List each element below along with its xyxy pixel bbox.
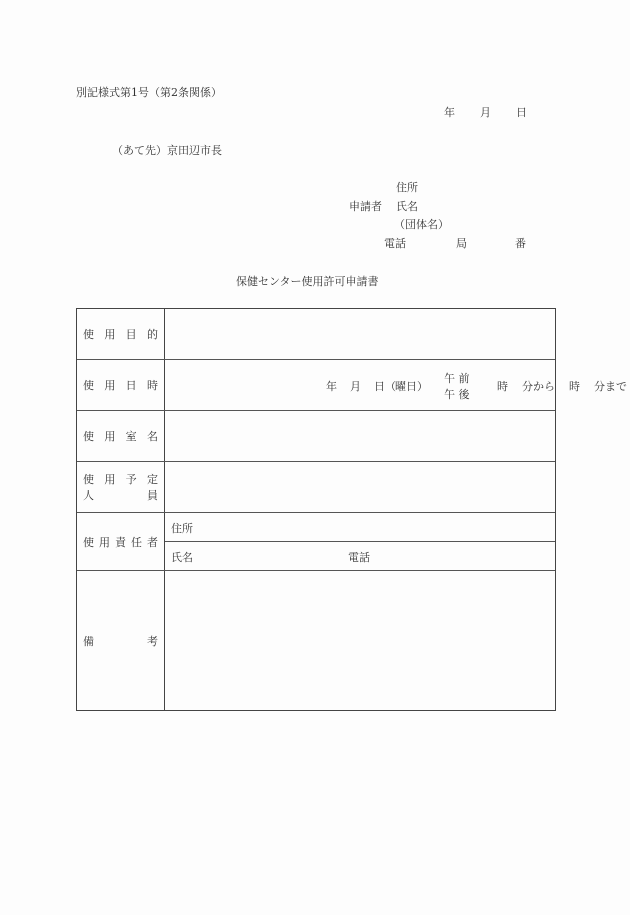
responsible-fields [165,513,555,570]
label-char: 用 [104,379,116,392]
label-char: 用 [104,430,116,443]
applicant-address-label: 住所 [396,181,418,194]
datetime-month: 月 [350,380,361,393]
label-char: 用 [104,473,116,486]
label-char: 備 [83,634,94,648]
label-char: 使 [83,473,94,486]
label-char: 使 [83,379,94,392]
datetime-weekday: 曜日） [395,380,428,393]
label-char: 使 [83,430,94,443]
label-char: 使 [83,328,94,341]
datetime-am[interactable]: 午 前 [444,372,470,385]
addressee: （あて先）京田辺市長 [112,144,222,157]
responsible-address-label: 住所 [171,522,193,535]
label-char: 責 [115,535,126,549]
datetime-label [77,360,165,410]
application-form-table [76,308,627,711]
label-char: 的 [146,328,158,341]
responsible-name-label: 氏名 [171,551,193,564]
row-responsible [77,513,555,571]
attendees-field[interactable] [165,462,555,512]
date-month: 月 [480,106,491,119]
label-char: 時 [146,379,158,392]
label-char: 用 [104,328,116,341]
label-char: 人 [83,489,94,502]
datetime-year: 年 [326,380,337,393]
date-year: 年 [444,106,455,119]
datetime-day: 日（ [374,380,396,393]
row-attendees [77,462,555,513]
row-datetime [77,360,627,411]
applicant-group-label: （団体名） [394,218,449,231]
applicant-label: 申請者 [349,200,382,213]
purpose-field[interactable] [165,309,555,359]
label-char: 名 [146,430,158,443]
label-char: 予 [125,473,137,486]
row-room [77,411,555,462]
row-purpose [77,309,555,360]
purpose-label [77,309,165,359]
datetime-minute-from: 分から [522,380,555,393]
label-char: 日 [125,379,137,392]
document-title: 保健センター使用許可申請書 [236,275,379,288]
applicant-name-label: 氏名 [396,200,418,213]
applicant-phone-exchange: 局 [456,237,467,250]
applicant-phone-label: 電話 [384,237,406,250]
applicant-phone-number: 番 [515,237,526,250]
date-day: 日 [516,106,527,119]
form-number: 別記様式第1号（第2条関係） [76,86,222,99]
row-remarks [77,571,555,710]
label-char: 室 [125,430,137,443]
datetime-pm[interactable]: 午 後 [444,388,470,401]
label-char: 使 [83,535,94,549]
label-char: 考 [147,634,158,648]
label-char: 用 [99,535,110,549]
datetime-hour-to: 時 [569,380,580,393]
remarks-field[interactable] [165,571,555,710]
responsible-phone-label: 電話 [348,551,370,564]
room-label [77,411,165,461]
datetime-minute-to: 分まで [594,380,627,393]
label-char: 員 [147,489,158,502]
datetime-field[interactable] [165,360,627,410]
label-char: 目 [125,328,137,341]
responsible-name-field[interactable] [165,542,555,571]
responsible-address-field[interactable] [165,513,555,542]
label-char: 者 [147,535,158,549]
label-char: 定 [146,473,158,486]
label-char: 任 [131,535,142,549]
remarks-label [77,571,165,710]
room-field[interactable] [165,411,555,461]
attendees-label [77,462,165,512]
datetime-hour-from: 時 [497,380,508,393]
responsible-label [77,513,165,570]
